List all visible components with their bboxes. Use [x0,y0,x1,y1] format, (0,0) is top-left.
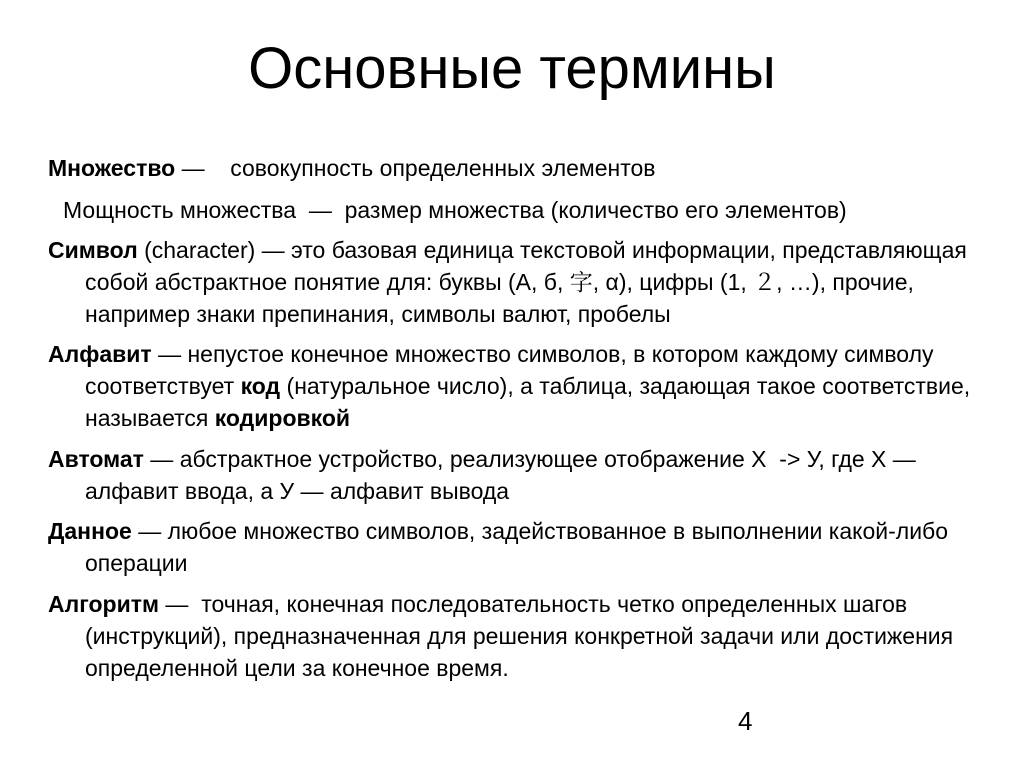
term-automaton [48,443,1008,507]
term-character [48,234,1008,330]
term-data-name: Данное [48,518,132,544]
term-data [48,515,1008,579]
term-algorithm [48,588,1008,684]
term-alphabet [48,338,1008,434]
term-cardinality [48,194,1008,226]
term-cardinality-text: Мощность множества — размер множества (количество его элементов) [63,197,847,223]
page-number: 4 [738,706,753,736]
term-character-definition: (character) — это базовая единица текстовой информации, представляющая собой абстрактное понятие для: буквы (А, б, 字, α), цифры (1, ２, …), прочие, например знаки препинания, символы валют, пробелы [85,237,967,327]
term-algorithm-name: Алгоритм [48,591,160,617]
term-alphabet-name: Алфавит [48,341,152,367]
term-alphabet-definition-part2: (натуральное число), а таблица, задающая такое соответствие, называется [85,373,971,431]
term-alphabet-definition-part1: — непустое конечное множество символов, в котором каждому символу соответствует [85,341,934,399]
term-algorithm-dash: — [159,591,202,617]
term-set [48,152,1008,184]
term-alphabet-code: код [240,373,281,399]
term-algorithm-definition: точная, конечная последовательность четко определенных шагов (инструкций), предназначенная для решения конкретной задачи или достижения определенной цели за конечное время. [85,591,954,681]
term-automaton-name: Автомат [48,446,144,472]
term-set-definition: совокупность определенных элементов [230,155,656,181]
slide-title: Основные термины [248,36,776,101]
term-automaton-definition: — абстрактное устройство, реализующее отображение X -> У, где X — алфавит ввода, а У — алфавит вывода [85,446,923,504]
term-alphabet-encoding: кодировкой [214,405,351,431]
term-data-definition: — любое множество символов, задействованное в выполнении какой-либо операции [85,518,949,576]
term-set-dash: — [175,155,231,181]
term-set-name: Множество [48,155,176,181]
term-character-name: Символ [48,237,138,263]
terms-list [48,152,1008,684]
